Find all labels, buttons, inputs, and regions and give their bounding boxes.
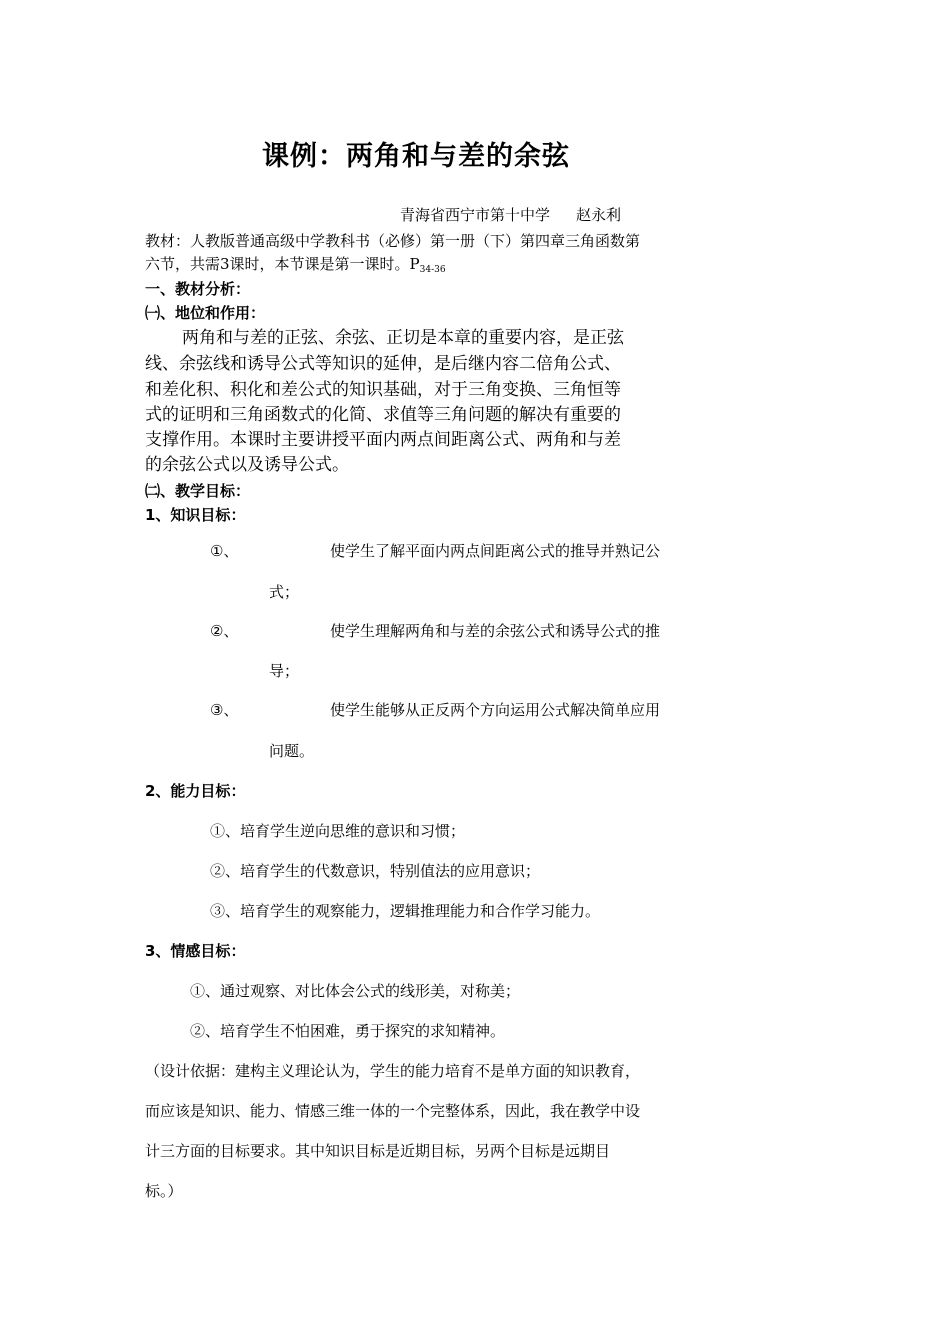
list-item: ①、培育学生逆向思维的意识和习惯； [210, 822, 466, 840]
emotion-heading: 3、情感目标： [145, 942, 246, 960]
page-title: 课例：两角和与差的余弦 [262, 141, 570, 172]
section-1-sub2-heading: ㈡、教学目标： [145, 482, 251, 500]
ability-heading: 2、能力目标： [145, 782, 246, 800]
design-basis-line: 计三方面的目标要求。其中知识目标是近期目标，另两个目标是远期目 [145, 1142, 611, 1160]
list-item: ①、通过观察、对比体会公式的线形美，对称美； [190, 982, 521, 1000]
paragraph-line: 和差化积、积化和差公式的知识基础，对于三角变换、三角恒等 [145, 380, 621, 400]
textbook-line-2-text: 六节，共需3课时，本节课是第一课时。P [145, 255, 420, 273]
design-basis-line: 而应该是知识、能力、情感三维一体的一个完整体系，因此，我在教学中设 [145, 1102, 641, 1120]
list-item: ③、培育学生的观察能力，逻辑推理能力和合作学习能力。 [210, 902, 601, 920]
list-item-number: ②、 [210, 622, 239, 640]
author-line [400, 204, 621, 225]
list-item-text: 导； [269, 662, 300, 680]
paragraph-line: 两角和与差的正弦、余弦、正切是本章的重要内容，是正弦 [182, 328, 624, 348]
list-item: ②、培育学生的代数意识，特别值法的应用意识； [210, 862, 541, 880]
paragraph-line: 线、余弦线和诱导公式等知识的延伸，是后继内容二倍角公式、 [145, 354, 621, 374]
list-item-number: ③、 [210, 701, 239, 719]
author-name: 赵永利 [576, 206, 622, 224]
list-item-text: 使学生能够从正反两个方向运用公式解决简单应用 [330, 701, 661, 719]
textbook-line-1: 教材：人教版普通高级中学教科书（必修）第一册（下）第四章三角函数第 [145, 232, 641, 250]
paragraph-line: 支撑作用。本课时主要讲授平面内两点间距离公式、两角和与差 [145, 430, 621, 450]
author-school: 青海省西宁市第十中学 [400, 206, 551, 224]
textbook-pages: 34-36 [419, 265, 446, 275]
list-item-number: ①、 [210, 542, 239, 560]
section-1-heading: 一、教材分析： [145, 280, 251, 298]
list-item-text: 使学生理解两角和与差的余弦公式和诱导公式的推 [330, 622, 661, 640]
paragraph-line: 的余弦公式以及诱导公式。 [145, 455, 349, 475]
knowledge-heading: 1、知识目标： [145, 506, 246, 524]
list-item-text: 使学生了解平面内两点间距离公式的推导并熟记公 [330, 542, 661, 560]
list-item: ②、培育学生不怕困难，勇于探究的求知精神。 [190, 1022, 506, 1040]
list-item-text: 式； [269, 583, 300, 601]
design-basis-line: 标。） [145, 1182, 183, 1200]
list-item-text: 问题。 [269, 742, 315, 760]
paragraph-line: 式的证明和三角函数式的化简、求值等三角问题的解决有重要的 [145, 405, 621, 425]
section-1-sub1-heading: ㈠、地位和作用： [145, 304, 266, 322]
design-basis-line: （设计依据：建构主义理论认为，学生的能力培育不是单方面的知识教育， [145, 1062, 641, 1080]
